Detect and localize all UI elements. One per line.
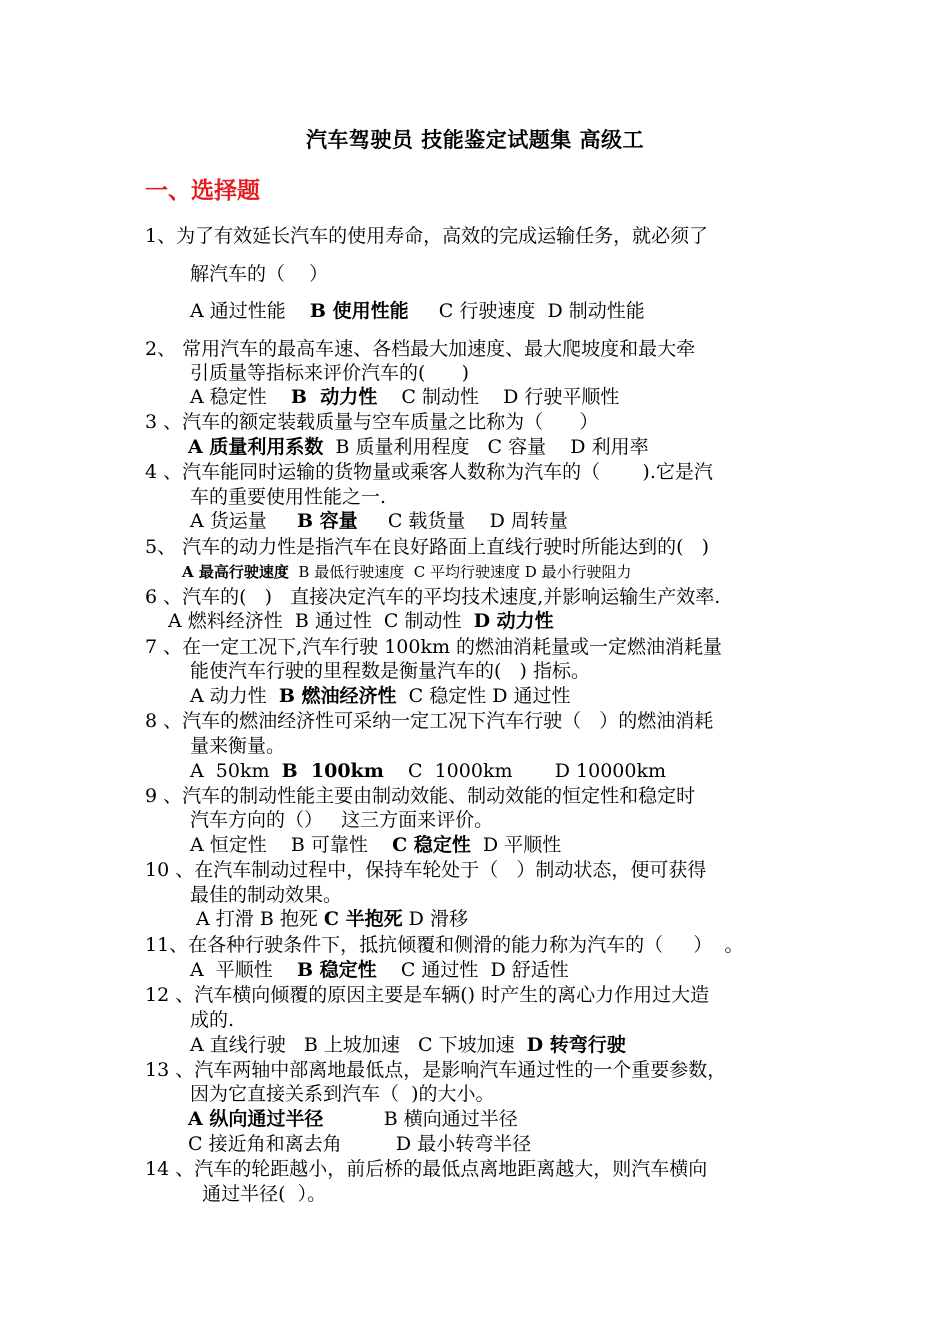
question-1-line-1: 1、为了有效延长汽车的使用寿命，高效的完成运输任务，就必须了 bbox=[145, 225, 709, 247]
question-12-line-2: 成的. bbox=[190, 1009, 235, 1031]
question-1-options: A 通过性能 B 使用性能 C 行驶速度 D 制动性能 bbox=[190, 300, 645, 322]
question-1-line-2: 解汽车的（ ） bbox=[190, 263, 329, 285]
question-8-line-2: 量来衡量。 bbox=[190, 735, 286, 757]
question-11-line-1: 11、在各种行驶条件下，抵抗倾覆和侧滑的能力称为汽车的（ ） 。 bbox=[145, 934, 744, 956]
question-4-line-1: 4 、汽车能同时运输的货物量或乘客人数称为汽车的（ ).它是汽 bbox=[145, 461, 713, 483]
question-11-options: A 平顺性 B 稳定性 C 通过性 D 舒适性 bbox=[190, 959, 569, 981]
question-4-line-2: 车的重要使用性能之一. bbox=[190, 486, 387, 508]
question-13-line-2: 因为它直接关系到汽车（ )的大小。 bbox=[190, 1083, 495, 1105]
section-heading: 一、选择题 bbox=[145, 177, 260, 204]
question-2-line-2: 引质量等指标来评价汽车的( ) bbox=[190, 362, 470, 384]
question-5-line-1: 5、 汽车的动力性是指汽车在良好路面上直线行驶时所能达到的( ) bbox=[145, 536, 710, 558]
question-7-line-1: 7 、在一定工况下,汽车行驶 100km 的燃油消耗量或一定燃油消耗量 bbox=[145, 636, 723, 658]
question-13-options-row-2: C 接近角和离去角 D 最小转弯半径 bbox=[188, 1133, 532, 1155]
question-3-options: A 质量利用系数 B 质量利用程度 C 容量 D 利用率 bbox=[188, 436, 649, 458]
question-3-line-1: 3 、汽车的额定装载质量与空车质量之比称为（ ） bbox=[145, 411, 599, 433]
question-7-line-2: 能使汽车行驶的里程数是衡量汽车的( ) 指标。 bbox=[190, 660, 590, 682]
question-14-line-1: 14 、汽车的轮距越小，前后桥的最低点离地距离越大，则汽车横向 bbox=[145, 1158, 708, 1180]
question-7-options: A 动力性 B 燃油经济性 C 稳定性 D 通过性 bbox=[190, 685, 571, 707]
question-9-line-2: 汽车方向的（） 这三方面来评价。 bbox=[190, 809, 494, 831]
question-2-options: A 稳定性 B 动力性 C 制动性 D 行驶平顺性 bbox=[190, 386, 620, 408]
question-9-line-1: 9 、汽车的制动性能主要由制动效能、制动效能的恒定性和稳定时 bbox=[145, 785, 696, 807]
question-4-options: A 货运量 B 容量 C 载货量 D 周转量 bbox=[190, 510, 568, 532]
question-2-line-1: 2、 常用汽车的最高车速、各档最大加速度、最大爬坡度和最大牵 bbox=[145, 338, 696, 360]
question-10-line-2: 最佳的制动效果。 bbox=[190, 884, 343, 906]
document-title: 汽车驾驶员 技能鉴定试题集 高级工 bbox=[305, 127, 645, 152]
question-9-options: A 恒定性 B 可靠性 C 稳定性 D 平顺性 bbox=[190, 834, 562, 856]
question-12-line-1: 12 、汽车横向倾覆的原因主要是车辆() 时产生的离心力作用过大造 bbox=[145, 984, 710, 1006]
question-13-options-row-1: A 纵向通过半径 B 横向通过半径 bbox=[188, 1108, 518, 1130]
question-8-line-1: 8 、汽车的燃油经济性可采纳一定工况下汽车行驶（ ）的燃油消耗 bbox=[145, 710, 714, 732]
question-5-options: A 最高行驶速度 B 最低行驶速度 C 平均行驶速度 D 最小行驶阻力 bbox=[182, 563, 632, 581]
question-13-line-1: 13 、汽车两轴中部离地最低点，是影响汽车通过性的一个重要参数， bbox=[145, 1059, 727, 1081]
question-10-options: A 打滑 B 抱死 C 半抱死 D 滑移 bbox=[190, 908, 468, 930]
question-14-line-2: 通过半径( ）。 bbox=[190, 1183, 327, 1205]
question-10-line-1: 10 、在汽车制动过程中，保持车轮处于（ ）制动状态，便可获得 bbox=[145, 859, 707, 881]
question-6-options: A 燃料经济性 B 通过性 C 制动性 D 动力性 bbox=[168, 610, 554, 632]
question-8-options: A 50km B 100km C 1000km D 10000km bbox=[190, 760, 666, 782]
question-6-line-1: 6 、汽车的( ) 直接决定汽车的平均技术速度,并影响运输生产效率. bbox=[145, 586, 721, 608]
question-12-options: A 直线行驶 B 上坡加速 C 下坡加速 D 转弯行驶 bbox=[190, 1034, 626, 1056]
